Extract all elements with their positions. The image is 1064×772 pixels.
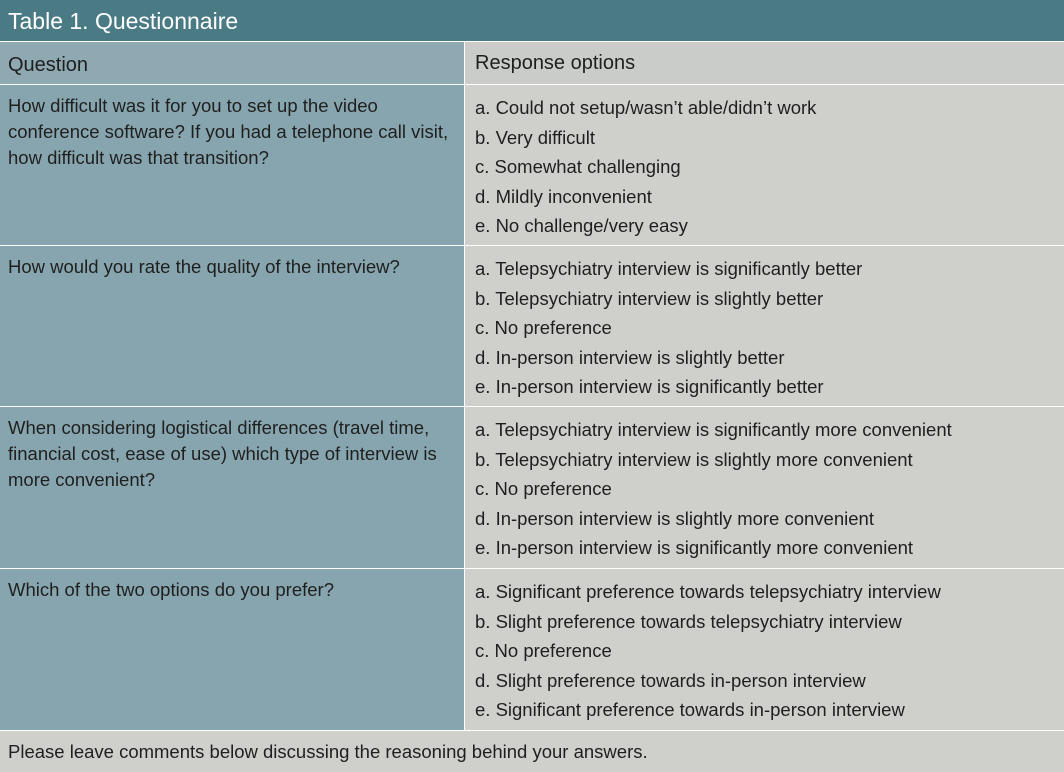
response-option: e. In-person interview is significantly more convenient — [475, 537, 914, 559]
response-option: b. Telepsychiatry interview is slightly better — [475, 287, 824, 309]
table-header-row — [0, 42, 1064, 85]
header-question: Question — [0, 42, 465, 84]
response-options-cell — [465, 246, 1064, 406]
response-option: b. Telepsychiatry interview is slightly more convenient — [475, 448, 913, 470]
response-option: a. Telepsychiatry interview is significantly better — [475, 258, 863, 279]
response-option: e. No challenge/very easy — [475, 215, 688, 237]
response-option: a. Significant preference towards telepsychiatry interview — [475, 581, 941, 602]
response-option: a. Could not setup/wasn’t able/didn’t work — [475, 97, 817, 118]
response-options-cell — [465, 407, 1064, 568]
response-option: b. Very difficult — [475, 126, 595, 148]
table-row — [0, 246, 1064, 407]
response-options-cell — [465, 569, 1064, 730]
question-cell: Which of the two options do you prefer? — [0, 569, 465, 730]
response-option: b. Slight preference towards telepsychiatry interview — [475, 610, 902, 632]
response-option: c. No preference — [475, 478, 612, 500]
table-row — [0, 85, 1064, 246]
table-footer-note: Please leave comments below discussing the reasoning behind your answers. — [0, 731, 1064, 772]
response-option: c. No preference — [475, 640, 612, 662]
response-options-cell — [465, 85, 1064, 245]
response-option: d. Mildly inconvenient — [475, 185, 652, 207]
response-option: c. Somewhat challenging — [475, 156, 681, 178]
question-cell: How would you rate the quality of the interview? — [0, 246, 465, 406]
header-response-options: Response options — [465, 42, 1064, 84]
response-option: a. Telepsychiatry interview is significantly more convenient — [475, 419, 952, 440]
response-option: e. Significant preference towards in-person interview — [475, 699, 905, 721]
response-option: c. No preference — [475, 317, 612, 339]
table-row — [0, 407, 1064, 569]
table-title: Table 1. Questionnaire — [0, 0, 1064, 42]
question-cell: When considering logistical differences (travel time, financial cost, ease of use) which type of interview is more convenient? — [0, 407, 465, 568]
table-row — [0, 569, 1064, 731]
response-option: d. In-person interview is slightly more convenient — [475, 507, 874, 529]
response-option: e. In-person interview is significantly better — [475, 376, 824, 398]
response-option: d. In-person interview is slightly better — [475, 346, 785, 368]
question-cell: How difficult was it for you to set up the video conference software? If you had a telephone call visit, how difficult was that transition? — [0, 85, 465, 245]
response-option: d. Slight preference towards in-person interview — [475, 669, 866, 691]
